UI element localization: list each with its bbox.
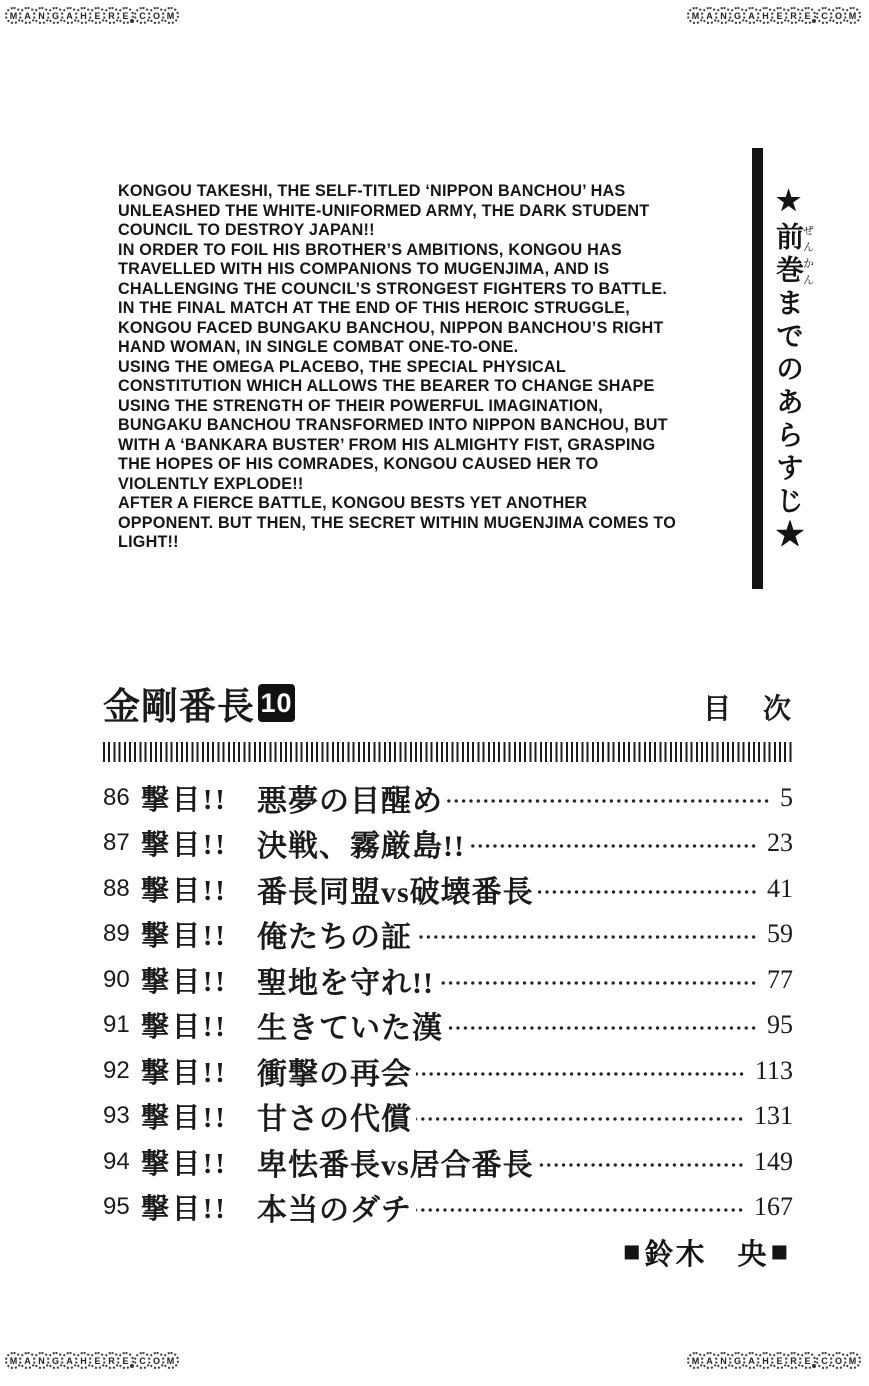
watermark-period	[812, 1364, 816, 1368]
synopsis-line: OPPONENT. BUT THEN, THE SECRET WITHIN MUGENJIMA COMES TO	[118, 513, 677, 532]
sidebar-vertical-caption	[767, 184, 814, 604]
watermark-letter: M	[844, 7, 861, 24]
watermark-letter: R	[785, 1352, 802, 1369]
chapter-number: 92	[103, 1056, 130, 1084]
toc-row	[103, 821, 793, 867]
synopsis-line: USING THE OMEGA PLACEBO, THE SPECIAL PHYSICAL	[118, 357, 566, 376]
chapter-label: 撃目!!	[141, 784, 228, 816]
black-square-icon: ■	[770, 1236, 790, 1268]
watermark-letter: A	[61, 7, 78, 24]
watermark-letter: C	[816, 7, 833, 24]
story-synopsis	[118, 182, 758, 553]
watermark-letter: C	[134, 1352, 151, 1369]
dot-leader	[538, 890, 759, 894]
synopsis-line: USING THE STRENGTH OF THEIR POWERFUL IMAGINATION,	[118, 396, 603, 415]
sidebar-furigana: ぜんかん	[801, 222, 814, 288]
series-title-text: 金剛番長	[103, 686, 255, 727]
watermark-letter: G	[729, 1352, 746, 1369]
watermark-letter: A	[61, 1352, 78, 1369]
toc-list	[103, 775, 793, 1230]
dot-leader	[416, 1208, 746, 1212]
chapter-title: 本当のダチ	[257, 1194, 412, 1228]
dot-leader	[416, 1072, 747, 1076]
page-number: 167	[754, 1192, 793, 1222]
synopsis-line: KONGOU TAKESHI, THE SELF-TITLED ‘NIPPON BANCHOU’ HAS	[118, 182, 626, 200]
series-title	[103, 676, 295, 730]
watermark-letter: H	[75, 1352, 92, 1369]
chapter-title: 卑怯番長vs居合番長	[257, 1148, 534, 1182]
watermark-letter: H	[757, 1352, 774, 1369]
chapter-title: 番長同盟vs破壊番長	[257, 875, 534, 909]
toc-row	[103, 1048, 793, 1094]
page-number: 149	[754, 1146, 793, 1176]
toc-row	[103, 957, 793, 1003]
watermark-letter: R	[103, 7, 120, 24]
synopsis-line: BUNGAKU BANCHOU TRANSFORMED INTO NIPPON BANCHOU, BUT	[118, 416, 668, 434]
watermark-letter: E	[799, 1352, 816, 1369]
watermark-letter: M	[5, 1352, 22, 1369]
chapter-title: 生きていた漢	[257, 1012, 443, 1046]
dot-leader	[416, 935, 759, 939]
page-number: 95	[767, 1010, 793, 1040]
watermark-top-left	[5, 7, 176, 24]
synopsis-line: THE HOPES OF HIS COMRADES, KONGOU CAUSED HER TO	[118, 455, 599, 473]
watermark-letter: E	[771, 1352, 788, 1369]
star-icon: ★	[772, 519, 803, 552]
synopsis-line: KONGOU FACED BUNGAKU BANCHOU, NIPPON BANCHOU’S RIGHT	[118, 318, 664, 337]
watermark-letter: M	[162, 1352, 179, 1369]
synopsis-line: UNLEASHED THE WHITE-UNIFORMED ARMY, THE DARK STUDENT	[118, 201, 650, 220]
watermark-letter: O	[148, 1352, 165, 1369]
synopsis-line: IN THE FINAL MATCH AT THE END OF THIS HEROIC STRUGGLE,	[118, 299, 631, 317]
chapter-number: 95	[103, 1193, 130, 1221]
author-credit	[623, 1232, 790, 1273]
chapter-number: 91	[103, 1011, 130, 1039]
sidebar-kanji: 前巻	[772, 222, 803, 288]
table-of-contents	[103, 684, 793, 1230]
volume-number-badge: 10	[258, 684, 295, 722]
watermark-letter: N	[715, 7, 732, 24]
watermark-letter: M	[5, 7, 22, 24]
chapter-label: 撃目!!	[141, 1103, 228, 1135]
synopsis-line: CHALLENGING THE COUNCIL’S STRONGEST FIGHTERS TO BATTLE.	[118, 279, 668, 298]
author-name: 鈴木 央	[644, 1239, 769, 1271]
toc-heading: 目 次	[702, 693, 793, 724]
synopsis-line: LIGHT!!	[118, 533, 179, 551]
chapter-title: 衝撃の再会	[257, 1057, 412, 1091]
watermark-letter: O	[830, 1352, 847, 1369]
sidebar-caption-rest: までのあらすじ	[772, 288, 803, 519]
toc-header	[103, 684, 793, 730]
page-number: 41	[767, 873, 793, 903]
dot-leader	[416, 1117, 746, 1121]
synopsis-line: COUNCIL TO DESTROY JAPAN!!	[118, 221, 375, 239]
chapter-number: 87	[103, 829, 130, 857]
toc-row	[103, 775, 793, 821]
watermark-letter: C	[134, 7, 151, 24]
dot-leader	[447, 1026, 759, 1030]
chapter-title: 俺たちの証	[257, 921, 412, 955]
synopsis-line: VIOLENTLY EXPLODE!!	[118, 474, 304, 493]
watermark-letter: G	[47, 7, 64, 24]
chapter-label: 撃目!!	[141, 1012, 228, 1044]
watermark-letter: G	[729, 7, 746, 24]
watermark-letter: E	[771, 7, 788, 24]
chapter-label: 撃目!!	[141, 1148, 228, 1180]
dot-leader	[469, 844, 759, 848]
watermark-letter: H	[75, 7, 92, 24]
chapter-label: 撃目!!	[141, 830, 228, 862]
barcode-divider	[103, 742, 793, 762]
watermark-letter: O	[148, 7, 165, 24]
toc-row	[103, 1185, 793, 1231]
watermark-bottom-right	[687, 1352, 858, 1369]
toc-row	[103, 1003, 793, 1049]
watermark-period	[130, 1364, 134, 1368]
watermark-letter: E	[89, 1352, 106, 1369]
watermark-letter: H	[757, 7, 774, 24]
chapter-label: 撃目!!	[141, 875, 228, 907]
watermark-period	[130, 19, 134, 23]
watermark-letter: R	[785, 7, 802, 24]
chapter-title: 聖地を守れ!!	[257, 966, 434, 1000]
synopsis-line: HAND WOMAN, IN SINGLE COMBAT ONE-TO-ONE.	[118, 338, 519, 356]
chapter-number: 93	[103, 1102, 130, 1130]
watermark-letter: N	[33, 1352, 50, 1369]
page-number: 59	[767, 919, 793, 949]
toc-row	[103, 1139, 793, 1185]
synopsis-line: CONSTITUTION WHICH ALLOWS THE BEARER TO CHANGE SHAPE	[118, 377, 655, 395]
watermark-letter: O	[830, 7, 847, 24]
watermark-letter: G	[47, 1352, 64, 1369]
watermark-letter: E	[89, 7, 106, 24]
page-number: 131	[754, 1101, 793, 1131]
watermark-letter: E	[799, 7, 816, 24]
dot-leader	[438, 981, 759, 985]
watermark-letter: A	[743, 7, 760, 24]
synopsis-line: WITH A ‘BANKARA BUSTER’ FROM HIS ALMIGHTY FIST, GRASPING	[118, 435, 656, 454]
dot-leader	[447, 799, 772, 803]
watermark-letter: R	[103, 1352, 120, 1369]
watermark-letter: A	[701, 7, 718, 24]
star-icon: ★	[772, 184, 803, 222]
toc-row	[103, 1094, 793, 1140]
chapter-number: 89	[103, 920, 130, 948]
page-number: 113	[754, 1055, 793, 1085]
synopsis-line: IN ORDER TO FOIL HIS BROTHER’S AMBITIONS, KONGOU HAS	[118, 240, 622, 259]
page-number: 77	[767, 964, 793, 994]
chapter-number: 86	[103, 783, 130, 811]
toc-row	[103, 912, 793, 958]
watermark-letter: M	[162, 7, 179, 24]
chapter-label: 撃目!!	[141, 1057, 228, 1089]
chapter-number: 90	[103, 965, 130, 993]
chapter-label: 撃目!!	[141, 1194, 228, 1226]
watermark-letter: E	[117, 7, 134, 24]
chapter-title: 決戦、霧厳島!!	[257, 830, 465, 864]
watermark-bottom-left	[5, 1352, 176, 1369]
page-number: 23	[767, 828, 793, 858]
chapter-number: 94	[103, 1147, 130, 1175]
kanji-with-furigana	[772, 222, 814, 288]
watermark-letter: N	[33, 7, 50, 24]
sidebar-divider-bar	[752, 148, 763, 589]
page-number: 5	[780, 782, 793, 812]
synopsis-line: AFTER A FIERCE BATTLE, KONGOU BESTS YET ANOTHER	[118, 494, 588, 512]
watermark-letter: E	[117, 1352, 134, 1369]
watermark-letter: M	[687, 1352, 704, 1369]
watermark-letter: M	[844, 1352, 861, 1369]
dot-leader	[538, 1163, 746, 1167]
black-square-icon: ■	[622, 1236, 643, 1268]
chapter-label: 撃目!!	[141, 921, 228, 953]
watermark-letter: C	[816, 1352, 833, 1369]
synopsis-line: TRAVELLED WITH HIS COMPANIONS TO MUGENJIMA, AND IS	[118, 260, 610, 278]
chapter-number: 88	[103, 874, 130, 902]
toc-row	[103, 866, 793, 912]
watermark-letter: A	[701, 1352, 718, 1369]
watermark-letter: A	[19, 1352, 36, 1369]
watermark-letter: A	[19, 7, 36, 24]
watermark-top-right	[687, 7, 858, 24]
watermark-letter: A	[743, 1352, 760, 1369]
watermark-period	[812, 19, 816, 23]
watermark-letter: M	[687, 7, 704, 24]
chapter-title: 甘さの代償	[257, 1103, 412, 1137]
chapter-title: 悪夢の目醒め	[257, 784, 443, 818]
watermark-letter: N	[715, 1352, 732, 1369]
chapter-label: 撃目!!	[141, 966, 228, 998]
